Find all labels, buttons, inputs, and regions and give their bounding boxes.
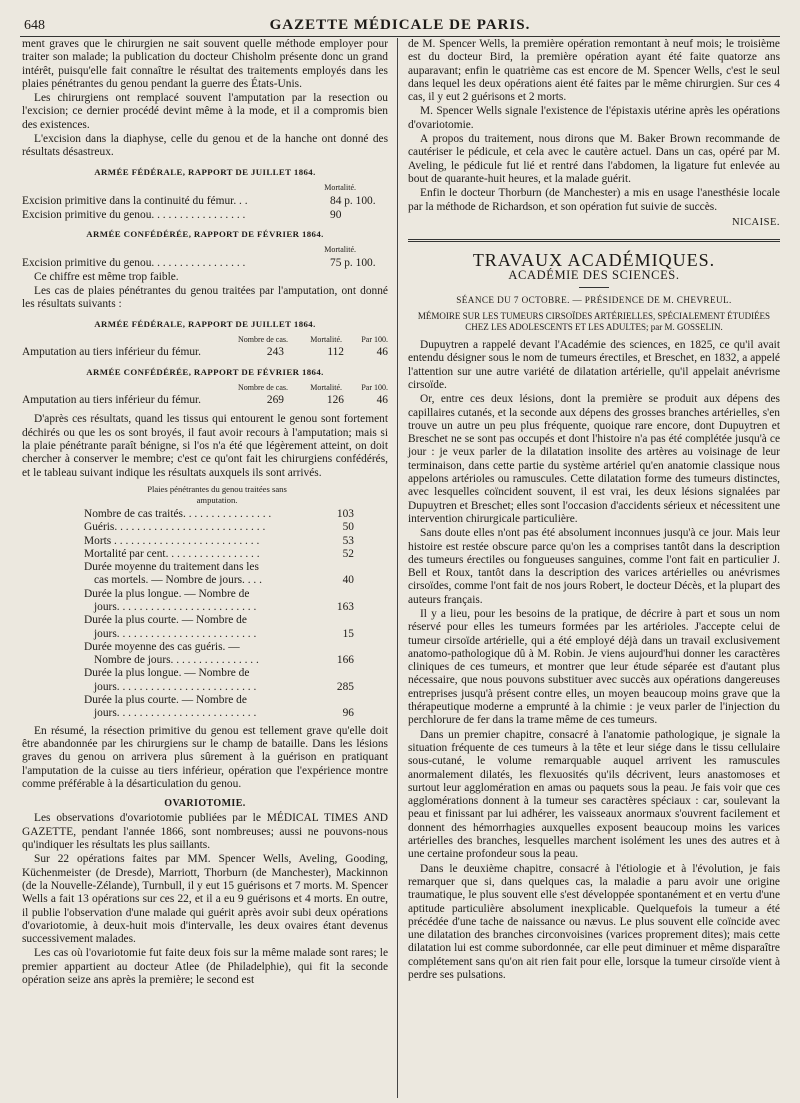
cell: 46	[376, 346, 388, 359]
row-label: Guéris. . . . . . . . . . . . . . . . . . . . . . . . . . .	[84, 521, 266, 534]
table-header	[22, 381, 388, 394]
header-mortality: Mortalité.	[310, 334, 342, 344]
row-label: Mortalité par cent. . . . . . . . . . . . . . . . .	[84, 547, 260, 560]
table-row	[84, 548, 354, 561]
cell: 126	[326, 394, 344, 407]
row-value: 166	[336, 654, 354, 667]
right-column	[408, 38, 780, 983]
table-row	[22, 195, 388, 208]
row-value: 96	[342, 707, 354, 720]
table-row	[84, 508, 354, 521]
row-label: jours. . . . . . . . . . . . . . . . . . . . . . . . .	[94, 627, 257, 640]
table-row	[22, 394, 388, 407]
paragraph: Dupuytren a rappelé devant l'Académie des sciences, en 1825, ce qu'il avait entendu désigner sous le nom de tumeurs érectiles, et Breschet, en 1832, a appelé l'attention sur une autre variété de dilatation artérielle, qu'il appelait anévrisme cirsoïde.	[408, 339, 780, 391]
paragraph: de M. Spencer Wells, la première opération remontant à neuf mois; le troisième est du docteur Bird, la première opération ayant été faite quatorze ans auparavant; enfin le quatrième cas est encore de M. Spencer Wells, c'est le seul dans lequel les deux opérations aient été faites par le même chirurgien. Sur ces 4 cas, il y eut 2 guérisons et 2 morts.	[408, 38, 780, 104]
cell: 112	[327, 346, 344, 359]
paragraph: Ce chiffre est même trop faible.	[34, 270, 179, 283]
table-row	[22, 257, 388, 270]
paragraph: D'après ces résultats, quand les tissus qui entourent le genou sont fortement déchirés ou que les os sont broyés, il faut avoir recours à l'amputation; mais si la plaie pénétrante paraît bénigne, si l'os n'a été que légèrement atteint, on doit chercher à conserver le membre; c'est ce qu'ont fait les chirurgiens confédérés, et le tableau suivant indique les résultats auxquels ils sont arrivés.	[22, 413, 388, 479]
row-label: Morts . . . . . . . . . . . . . . . . . . . . . . . . . .	[84, 534, 260, 547]
row-label: jours. . . . . . . . . . . . . . . . . . . . . . . . .	[94, 600, 257, 613]
stats-table	[84, 508, 354, 721]
row-label: jours. . . . . . . . . . . . . . . . . . . . . . . . .	[94, 680, 257, 693]
row-label: Durée la plus courte. — Nombre de	[84, 694, 247, 707]
page-number: 648	[24, 18, 45, 33]
table-row	[84, 641, 354, 668]
paragraph: Les cas où l'ovariotomie fut faite deux fois sur la même malade sont rares; le premier appartient au docteur Atlee (de Philadelphie), qui fit la seconde opération seize ans après la première; le second est	[22, 947, 388, 986]
paragraph: Sur 22 opérations faites par MM. Spencer Wells, Aveling, Gooding, Küchenmeister (de Dresde), Marriott, Thorburn (de Manchester), Mackinnon (de la Nouvelle-Zélande), Turnbull, il y eut 15 guérisons et 7 morts. M. Spencer Wells a fait 13 opérations sur ces 22, et il a eu 9 guérisons et 4 morts. En outre, il publie l'observation d'une malade qui guérit après avoir subi deux opérations d'ovariotomie, à deux-huit mois d'intervalle, les deux ovaires étant devenus successivement malades.	[22, 853, 388, 946]
table-row	[84, 561, 354, 588]
table-row	[84, 521, 354, 534]
table-row	[84, 588, 354, 615]
paragraph: Sans doute elles n'ont pas été absolument inconnues jusqu'à ce jour. Mais leur histoire est restée obscure parce qu'on les a comprises tantôt dans la description des tumeurs érectiles ou fongueuses sanguines, comme l'ont fait en particulier J. Bell et Roux, tantôt dans la description des varices artérielles ou anévrismes cirsoïdes, comme l'ont fait de nos jours Robert, le docteur Décès, et la plupart des auteurs français.	[408, 527, 780, 606]
table-caption: Plaies pénétrantes du genou traitées sans amputation.	[147, 483, 287, 505]
column-head: Mortalité.	[324, 182, 356, 192]
running-head: GAZETTE MÉDICALE DE PARIS.	[269, 17, 531, 33]
row-value: 50	[342, 521, 354, 534]
row-label: Nombre de jours. . . . . . . . . . . . . . . .	[94, 654, 259, 667]
row-label: Durée moyenne du traitement dans les	[84, 561, 259, 574]
paragraph: Or, entre ces deux lésions, dont la première se produit aux dépens des capillaires cutanés, et la seconde aux dépens des grosses branches artérielles, s'en trouve un autre un peu plus fréquente, quoique rare encore, dont Dupuytren et Breschet ne se sont pas occupés et dont l'histoire n'a pas été complétée jusqu'à ce jour : je veux parler de la dilatation insolite des artères au voisinage de leur terminaison, dans cette partie du système artériel qu'en anatomie classique nous appelons artérioles ou ramuscules. Cette dilatation forme des tumeurs distinctes, avec lesquelles coïncident souvent, il est vrai, les deux lésions signalées par Dupuytren et Breschet; elles sont l'occasion d'accidents sérieux et nécessitent une intervention chirurgicale particulière.	[408, 393, 780, 525]
row-label: Durée la plus courte. — Nombre de	[84, 614, 247, 627]
row-label: Excision primitive du genou. . . . . . . . . . . . . . . . .	[22, 257, 246, 270]
row-value: 15	[342, 627, 354, 640]
table-row	[22, 346, 388, 359]
section-title: OVARIOTOMIE.	[164, 798, 246, 810]
header-cases: Nombre de cas.	[238, 334, 288, 344]
header-cases: Nombre de cas.	[238, 382, 288, 392]
row-value: 52	[342, 547, 354, 560]
row-label: Amputation au tiers inférieur du fémur.	[22, 394, 202, 407]
paragraph: A propos du traitement, nous dirons que M. Baker Brown recommande de cautériser le pédicule, et cela avec le cautère actuel. Dans un cas, opéré par M. Aveling, le pédicule fut lié et rentré dans l'abdomen, la ligature fut enlevée au bout de quarante-huit heures, et la malade guérit.	[408, 133, 780, 185]
row-value: 53	[342, 534, 354, 547]
paragraph: En résumé, la résection primitive du genou est tellement grave qu'elle doit être abandonnée par les chirurgiens sur le champ de bataille. Dans les lésions graves du genou on arrivera plus sûrement à la guérison en pratiquant l'amputation de la cuisse au tiers inférieur, opération que l'expérience montre comme préférable à la désarticulation du genou.	[22, 724, 388, 790]
row-label: cas mortels. — Nombre de jours. . . .	[94, 574, 262, 587]
row-label: Durée la plus longue. — Nombre de	[84, 587, 250, 600]
section-divider	[408, 239, 780, 242]
row-label: Durée la plus longue. — Nombre de	[84, 667, 250, 680]
paragraph: Enfin le docteur Thorburn (de Manchester) a mis en usage l'anesthésie locale par la méthode de Richardson, et son opération fut suivie de succès.	[408, 187, 780, 213]
row-label: Excision primitive du genou. . . . . . . . . . . . . . . . .	[22, 208, 246, 221]
section-heading: TRAVAUX ACADÉMIQUES.	[472, 250, 716, 271]
row-label: Excision primitive dans la continuité du fémur. . .	[22, 195, 248, 208]
row-label: Amputation au tiers inférieur du fémur.	[22, 346, 202, 359]
row-label: Durée moyenne des cas guéris. —	[84, 640, 240, 653]
row-value: 75 p. 100.	[330, 257, 376, 270]
cell: 269	[266, 394, 284, 407]
paragraph: Les chirurgiens ont remplacé souvent l'amputation par la resection ou l'excision; ce dernier procédé devint même à la mode, et il a compromis bien des existences.	[22, 92, 388, 131]
section-subheading: ACADÉMIE DES SCIENCES.	[508, 268, 680, 283]
table-title: ARMÉE CONFÉDÉRÉE, RAPPORT DE FÉVRIER 1864.	[86, 228, 324, 239]
left-column	[22, 38, 388, 988]
row-value: 84 p. 100.	[330, 195, 376, 208]
cell: 46	[376, 394, 388, 407]
author-signature: NICAISE.	[731, 216, 780, 228]
paragraph: Dans un premier chapitre, consacré à l'anatomie pathologique, je signale la situation fréquente de ces tumeurs à la tête et leur siége dans le tissu cellulaire sous-cutané, le volume remarquable auquel arrivent les ramuscules anormalement dilatés, les flexuosités qu'ils décrivent, leurs anastomoses et surtout leur agglomération en amas ou paquets sous la peau. Je fais voir que ces agglomérations donnent à la tumeur ses caractères spéciaux : car, soulevant la peau et finissant par lui adhérer, les vaisseaux anormaux s'ouvrent facilement et donnent des hémorrhagies auxquelles exposent beaucoup moins les varices artérielles des branches, lesquelles marchent isolément les unes des autres et à une certaine profondeur sous la peau.	[408, 728, 780, 861]
paragraph: Les cas de plaies pénétrantes du genou traitées par l'amputation, ont donné les résultats suivants :	[22, 285, 388, 311]
table-title: ARMÉE FÉDÉRALE, RAPPORT DE JUILLET 1864.	[94, 318, 316, 329]
row-value: 103	[336, 507, 354, 520]
row-label: Nombre de cas traités. . . . . . . . . . . . . . . .	[84, 507, 272, 520]
row-value: 285	[336, 680, 354, 693]
table-title: ARMÉE FÉDÉRALE, RAPPORT DE JUILLET 1864.	[94, 166, 316, 177]
row-value: 40	[342, 574, 354, 587]
row-value: 163	[336, 600, 354, 613]
table-title: ARMÉE CONFÉDÉRÉE, RAPPORT DE FÉVRIER 1864.	[86, 366, 324, 377]
table-row	[84, 667, 354, 694]
page-header	[20, 10, 780, 37]
table-header	[22, 333, 388, 346]
row-label: jours. . . . . . . . . . . . . . . . . . . . . . . . .	[94, 707, 257, 720]
column-rule	[397, 38, 398, 1098]
divider	[579, 287, 609, 288]
header-per: Par 100.	[361, 382, 388, 392]
paragraph: L'excision dans la diaphyse, celle du genou et de la hanche ont donné des résultats désastreux.	[22, 133, 388, 159]
row-value: 90	[330, 208, 342, 221]
cell: 243	[266, 346, 284, 359]
table-row	[84, 694, 354, 721]
header-per: Par 100.	[361, 334, 388, 344]
paragraph: Dans le deuxième chapitre, consacré à l'étiologie et à l'évolution, je fais remarquer que si, dans quelques cas, la maladie a paru avoir une origine traumatique, le plus souvent elle s'est développée spontanément et en vertu d'une aptitude particulière absolument inexplicable. Quelquefois la tumeur a été précédée d'une tache de naissance ou nævus. Le plus souvent elle coïncide avec une dilatation des branches circonvoisines (varices proprement dites); mais cette dilatation lui est comme subordonnée, car elle peut diminuer et même disparaître complétement sans qu'on ait rien fait pour elle, lorsque la tumeur cirsoïde vient à perdre ses pulsations.	[408, 862, 780, 981]
table-row	[84, 614, 354, 641]
column-head: Mortalité.	[324, 245, 356, 255]
paragraph: Il y a lieu, pour les besoins de la pratique, de décrire à part et sous un nom réservé pour elles les tumeurs formées par les artérioles. J'accepte celui de tumeur cirsoïde artérielle, qui a été employé déjà dans un travail exclusivement anatomo-pathologique dû à M. Robin. Je viens aujourd'hui donner les caractères cliniques de ces tumeurs, et montrer que leur étude séparée est d'autant plus nécessaire, que nous pouvons substituer avec succès aux opérations dangereuses entreprises jusqu'à présent contre elles, un moyen beaucoup moins grave que la thérapeutique moderne a emprunté à la chimie : je veux parler de l'injection du perchlorure de fer dans la trame même de ces tumeurs.	[408, 607, 780, 727]
memoir-title: MÉMOIRE SUR LES TUMEURS CIRSOÏDES ARTÉRIELLES, SPÉCIALEMENT ÉTUDIÉES CHEZ LES ADOLESCENTS ET LES ADULTES; par M. GOSSELIN.	[417, 311, 771, 333]
paragraph: ment graves que le chirurgien ne sait souvent quelle méthode employer pour traiter son malade; la publication du docteur Chisholm présente donc un grand intérêt, puisqu'elle fait connaître le résultat des traitements employés dans les plaies pénétrantes du genou pendant la guerre des États-Unis.	[22, 38, 388, 90]
header-mortality: Mortalité.	[310, 382, 342, 392]
table-row	[22, 209, 388, 222]
table-row	[84, 535, 354, 548]
session-line: SÉANCE DU 7 OCTOBRE. — PRÉSIDENCE DE M. CHEVREUL.	[456, 294, 732, 305]
paragraph: Les observations d'ovariotomie publiées par le MÉDICAL TIMES AND GAZETTE, pendant l'année 1866, sont nombreuses; aussi ne pouvons-nous qu'indiquer les résultats les plus saillants.	[22, 812, 388, 852]
paragraph: M. Spencer Wells signale l'existence de l'épistaxis utérine après les opérations d'ovariotomie.	[408, 105, 780, 131]
